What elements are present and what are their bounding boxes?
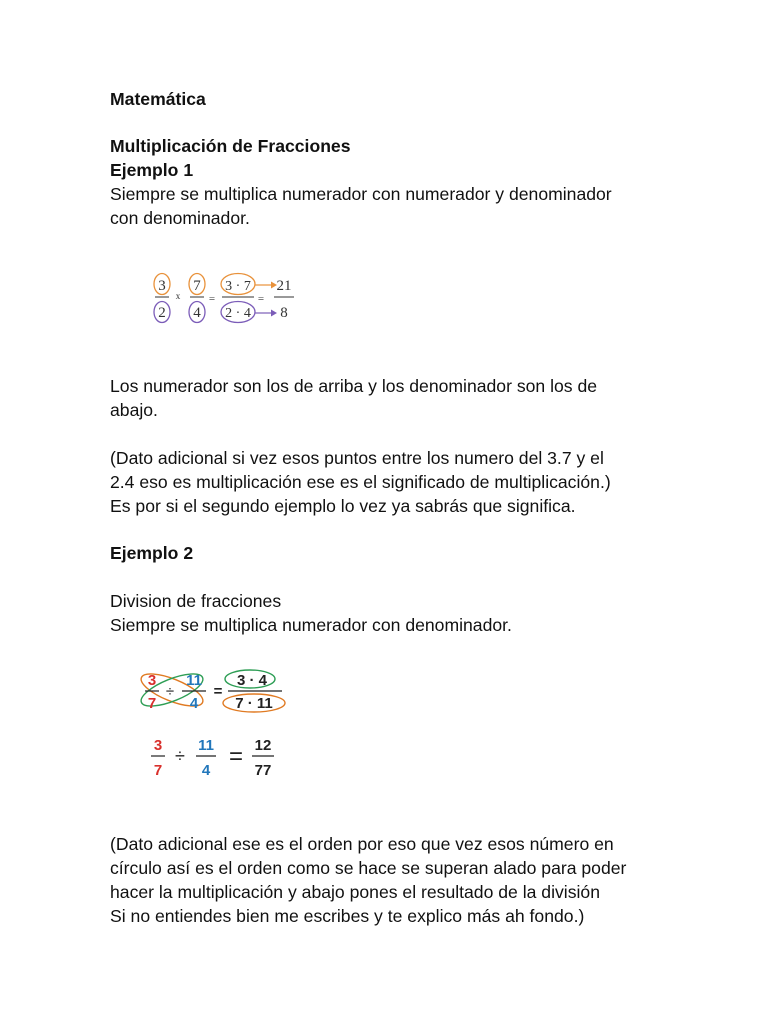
divide-sign-2: ÷ — [175, 746, 185, 766]
cross-product-numerator: 3 · 4 — [236, 672, 268, 689]
example1-note-line-1: Los numerador son los de arriba y los denominador son los de — [110, 376, 598, 396]
equals-sign-3: = — [213, 683, 223, 700]
example2-extra-line-3: hacer la multiplicación y abajo pones el resultado de la división — [110, 882, 600, 902]
equals-sign-1: = — [208, 293, 216, 305]
cross-product-denominator: 7 · 11 — [235, 695, 273, 712]
result-denominator: 8 — [280, 305, 288, 321]
example1-multiplication-figure — [140, 262, 310, 352]
equals-sign-2: = — [257, 293, 265, 305]
example1-note-line-2: abajo. — [110, 400, 158, 420]
example1-extra-line-3: Es por si el segundo ejemplo lo vez ya sabrás que significa. — [110, 496, 576, 516]
fraction2-denominator: 4 — [193, 305, 201, 321]
example2-extra-line-2: círculo así es el orden como se hace se superan alado para poder — [110, 858, 627, 878]
result-dividend-numerator: 3 — [153, 737, 163, 754]
example2-rule: Siempre se multiplica numerador con denominador. — [110, 615, 512, 635]
subject-title: Matemática — [110, 89, 206, 109]
example1-heading: Ejemplo 1 — [110, 160, 194, 180]
fraction1-numerator: 3 — [158, 278, 166, 294]
product-numerator: 3 · 7 — [225, 279, 251, 294]
product-denominator: 2 · 4 — [225, 306, 251, 321]
example2-extra-line-1: (Dato adicional ese es el orden por eso que vez esos número en — [110, 834, 614, 854]
division-result-numerator: 12 — [254, 737, 272, 754]
divisor-denominator: 4 — [189, 695, 199, 712]
example1-rule-line-1: Siempre se multiplica numerador con numerador y denominador — [110, 184, 612, 204]
divide-sign-1: ÷ — [165, 683, 175, 700]
dividend-numerator: 3 — [147, 672, 157, 689]
example2-extra-line-4: Si no entiendes bien me escribes y te explico más ah fondo.) — [110, 906, 585, 926]
example2-heading: Ejemplo 2 — [110, 543, 194, 563]
fraction1-denominator: 2 — [158, 305, 166, 321]
result-divisor-numerator: 11 — [198, 737, 214, 754]
topic-heading: Multiplicación de Fracciones — [110, 136, 351, 156]
example1-extra-line-2: 2.4 eso es multiplicación ese es el significado de multiplicación.) — [110, 472, 611, 492]
fraction2-numerator: 7 — [193, 278, 201, 294]
divisor-numerator: 11 — [186, 672, 202, 689]
result-dividend-denominator: 7 — [153, 762, 163, 779]
times-sign: x — [175, 291, 181, 301]
division-result-denominator: 77 — [254, 762, 272, 779]
result-divisor-denominator: 4 — [201, 762, 211, 779]
example2-division-figure — [136, 660, 296, 790]
dividend-denominator: 7 — [147, 695, 157, 712]
example1-rule-line-2: con denominador. — [110, 208, 250, 228]
equals-sign-4: = — [228, 743, 244, 770]
example2-title: Division de fracciones — [110, 591, 282, 611]
example1-extra-line-1: (Dato adicional si vez esos puntos entre los numero del 3.7 y el — [110, 448, 604, 468]
result-numerator: 21 — [276, 278, 292, 294]
